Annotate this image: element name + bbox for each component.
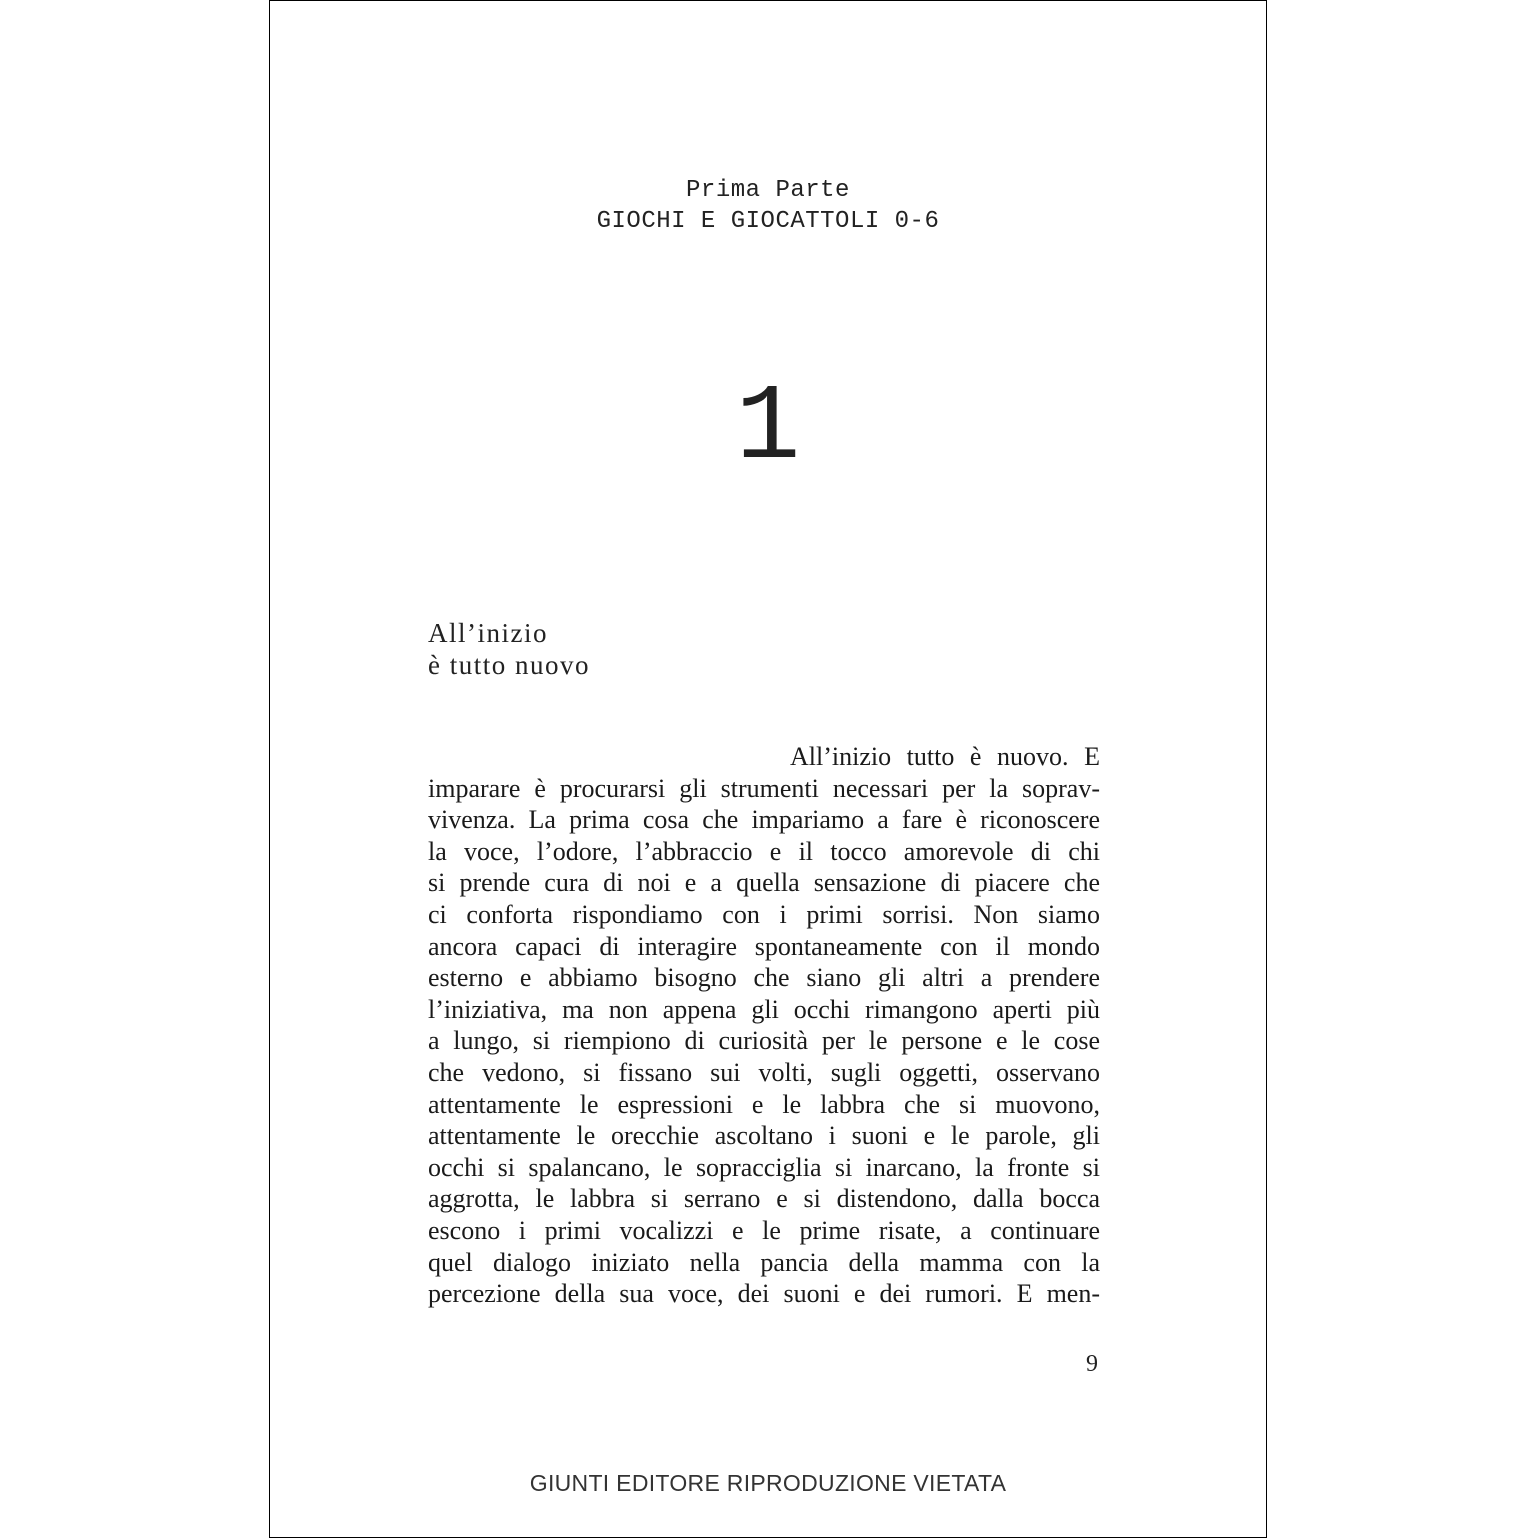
text-line: che vedono, si fissano sui volti, sugli oggetti, osservano xyxy=(428,1057,1100,1087)
chapter-title-line: è tutto nuovo xyxy=(428,650,590,680)
text-line: vivenza. La prima cosa che impariamo a fare è riconoscere xyxy=(428,805,1100,835)
chapter-title xyxy=(428,617,590,681)
part-title: GIOCHI E GIOCATTOLI 0-6 xyxy=(596,208,940,235)
text-line: ancora capaci di interagire spontaneamente con il mondo xyxy=(428,931,1100,961)
text-line: quel dialogo iniziato nella pancia della mamma con la xyxy=(428,1247,1100,1277)
part-header xyxy=(270,175,1266,237)
body-paragraph xyxy=(428,741,1100,1310)
text-line: All’inizio tutto è nuovo. E xyxy=(790,742,1100,771)
text-line: imparare è procurarsi gli strumenti necessari per la soprav- xyxy=(428,773,1100,803)
text-line: attentamente le espressioni e le labbra che si muovono, xyxy=(428,1089,1100,1119)
part-label: Prima Parte xyxy=(686,177,850,204)
text-line: occhi si spalancano, le sopracciglia si inarcano, la fronte si xyxy=(428,1152,1100,1182)
page-number: 9 xyxy=(1086,1351,1098,1377)
text-line: percezione della sua voce, dei suoni e dei rumori. E men- xyxy=(428,1279,1100,1309)
text-line: a lungo, si riempiono di curiosità per le persone e le cose xyxy=(428,1026,1100,1056)
text-line: esterno e abbiamo bisogno che siano gli altri a prendere xyxy=(428,963,1100,993)
text-line: la voce, l’odore, l’abbraccio e il tocco amorevole di chi xyxy=(428,836,1100,866)
watermark: GIUNTI EDITORE RIPRODUZIONE VIETATA xyxy=(529,1470,1007,1496)
text-line: si prende cura di noi e a quella sensazione di piacere che xyxy=(428,868,1100,898)
chapter-number: 1 xyxy=(735,368,801,490)
text-line: attentamente le orecchie ascoltano i suoni e le parole, gli xyxy=(428,1121,1100,1151)
text-line: l’iniziativa, ma non appena gli occhi rimangono aperti più xyxy=(428,994,1100,1024)
text-line: escono i primi vocalizzi e le prime risate, a continuare xyxy=(428,1215,1100,1245)
chapter-title-line: All’inizio xyxy=(428,618,548,648)
book-page xyxy=(269,0,1267,1538)
text-line: aggrotta, le labbra si serrano e si distendono, dalla bocca xyxy=(428,1184,1100,1214)
text-line: ci conforta rispondiamo con i primi sorrisi. Non siamo xyxy=(428,899,1100,929)
